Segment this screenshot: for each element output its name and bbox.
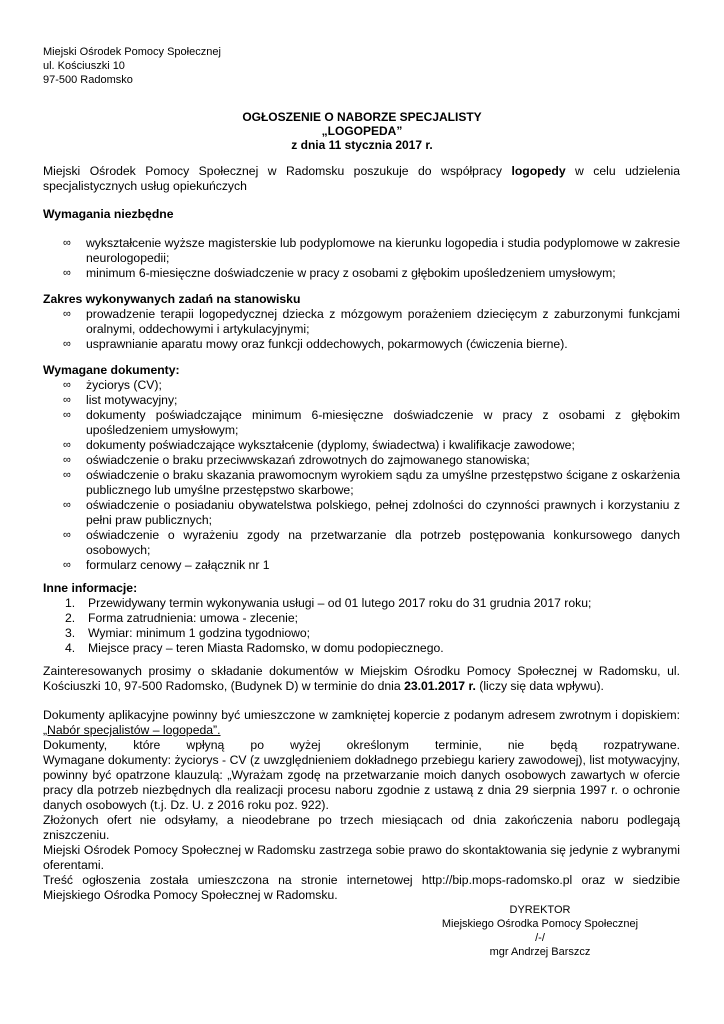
publication-note: Treść ogłoszenia została umieszczona na stronie internetowej http://bip.mops-radomsko.pl oraz w siedzibie Miejskiego Ośrodka Pomocy Społecznej w Radomsku. <box>43 873 680 902</box>
signature-line-4: mgr Andrzej Barszcz <box>489 946 591 958</box>
bullet-icon: ∞ <box>63 308 71 320</box>
intro-paragraph <box>43 164 680 194</box>
item-number: 3. <box>65 626 76 640</box>
list-item <box>43 408 680 438</box>
tasks-list <box>43 307 680 352</box>
bullet-icon: ∞ <box>63 409 71 421</box>
list-item <box>43 528 680 558</box>
invitation-paragraph <box>43 664 680 694</box>
item-number: 4. <box>65 641 76 655</box>
bullet-icon: ∞ <box>63 267 71 279</box>
list-item-text: list motywacyjny; <box>86 393 178 407</box>
bullet-icon: ∞ <box>63 237 71 249</box>
envelope-label: „Nabór specjalistów – logopeda”. <box>43 723 221 737</box>
list-item-text: Wymiar: minimum 1 godzina tygodniowo; <box>88 626 311 640</box>
other-info-list <box>43 596 680 656</box>
sender-line-1: Miejski Ośrodek Pomocy Społecznej <box>43 46 221 58</box>
title-line-2: „LOGOPEDA” <box>321 124 403 138</box>
sender-address <box>43 45 221 87</box>
list-item <box>43 596 680 611</box>
bullet-icon: ∞ <box>63 499 71 511</box>
list-item <box>43 453 680 468</box>
invitation-text-after: (liczy się data wpływu). <box>475 679 604 693</box>
list-item <box>43 393 680 408</box>
list-item <box>43 641 680 656</box>
tasks-heading: Zakres wykonywanych zadań na stanowisku <box>43 292 301 306</box>
list-item-text: dokumenty poświadczające wykształcenie (dyplomy, świadectwa) i kwalifikacje zawodowe; <box>86 438 575 452</box>
signature-line-2: Miejskiego Ośrodka Pomocy Społecznej <box>441 918 639 930</box>
bullet-icon: ∞ <box>63 469 71 481</box>
bullet-icon: ∞ <box>63 559 71 571</box>
director-signature <box>420 903 660 959</box>
other-info-heading: Inne informacje: <box>43 581 138 595</box>
list-item-text: oświadczenie o wyrażeniu zgody na przetwarzanie dla potrzeb postępowania konkursowego danych osobowych; <box>86 528 680 557</box>
requirements-list <box>43 236 680 281</box>
list-item <box>43 236 680 266</box>
intro-text-before: Miejski Ośrodek Pomocy Społecznej w Radomsku poszukuje do współpracy <box>43 164 512 178</box>
deadline-date: 23.01.2017 r. <box>404 679 476 693</box>
bullet-icon: ∞ <box>63 379 71 391</box>
bullet-icon: ∞ <box>63 529 71 541</box>
required-clause-note: Wymagane dokumenty: życiorys - CV (z uwzględnieniem dokładnego przebiegu kariery zawodowej), list motywacyjny, powinny być opatrzone klauzulą: „Wyrażam zgodę na przetwarzanie moich danych osobowych zawartych w ofercie pracy dla potrzeb niezbędnych dla realizacji procesu naboru zgodnie z ustawą z dnia 29 sierpnia 1997 r. o ochronie danych osobowych (t.j. Dz. U. z 2016 roku poz. 922). <box>43 753 680 812</box>
late-documents-note: Dokumenty, które wpłyną po wyżej określonym terminie, nie będą rozpatrywane. <box>43 738 680 752</box>
announcement-title <box>0 110 724 152</box>
list-item-text: formularz cenowy – załącznik nr 1 <box>86 558 270 572</box>
list-item-text: usprawnianie aparatu mowy oraz funkcji oddechowych, pokarmowych (ćwiczenia bierne). <box>86 337 568 351</box>
closing-section <box>43 708 680 903</box>
bullet-icon: ∞ <box>63 439 71 451</box>
documents-list <box>43 378 680 573</box>
list-item <box>43 468 680 498</box>
bullet-icon: ∞ <box>63 454 71 466</box>
invitation-text-before: Zainteresowanych prosimy o składanie dokumentów w Miejskim Ośrodku Pomocy Społecznej w Radomsku, ul. Kościuszki 10, 97-500 Radomsko, (Budynek D) w terminie do dnia <box>43 664 680 693</box>
intro-text-after: w celu udzielenia specjalistycznych usług opiekuńczych <box>43 164 680 193</box>
list-item-text: wykształcenie wyższe magisterskie lub podyplomowe na kierunku logopedia i studia podyplomowe w zakresie neurologopedii; <box>86 236 680 265</box>
intro-text-bold: logopedy <box>511 164 566 178</box>
list-item-text: oświadczenie o posiadaniu obywatelstwa polskiego, pełnej zdolności do czynności prawnych i korzystaniu z pełni praw publicznych; <box>86 498 680 527</box>
list-item <box>43 307 680 337</box>
list-item-text: oświadczenie o braku skazania prawomocnym wyrokiem sądu za umyślne przestępstwo ścigane z oskarżenia publicznego lub umyślne przestępstwo skarbowe; <box>86 468 680 497</box>
bullet-icon: ∞ <box>63 394 71 406</box>
envelope-text: Dokumenty aplikacyjne powinny być umieszczone w zamkniętej kopercie z podanym adresem zwrotnym i dopiskiem: <box>43 708 680 722</box>
list-item-text: oświadczenie o braku przeciwwskazań zdrowotnych do zajmowanego stanowiska; <box>86 453 530 467</box>
documents-heading: Wymagane dokumenty: <box>43 363 180 377</box>
list-item <box>43 438 680 453</box>
signature-line-3: /-/ <box>535 932 545 944</box>
list-item <box>43 378 680 393</box>
list-item-text: prowadzenie terapii logopedycznej dziecka z mózgowym porażeniem dziecięcym z zaburzonymi funkcjami oralnymi, oddechowymi i artykulacyjnymi; <box>86 307 680 336</box>
list-item <box>43 626 680 641</box>
list-item <box>43 337 680 352</box>
item-number: 1. <box>65 596 76 610</box>
list-item-text: życiorys (CV); <box>86 378 162 392</box>
sender-line-2: ul. Kościuszki 10 <box>43 60 125 72</box>
offers-return-note: Złożonych ofert nie odsyłamy, a nieodebrane po trzech miesiącach od dnia zakończenia naboru podlegają zniszczeniu. <box>43 813 680 842</box>
item-number: 2. <box>65 611 76 625</box>
title-line-1: OGŁOSZENIE O NABORZE SPECJALISTY <box>242 110 482 124</box>
list-item <box>43 558 680 573</box>
list-item <box>43 611 680 626</box>
title-line-3: z dnia 11 stycznia 2017 r. <box>291 138 433 152</box>
signature-line-1: DYREKTOR <box>509 904 571 916</box>
list-item-text: Przewidywany termin wykonywania usługi – od 01 lutego 2017 roku do 31 grudnia 2017 roku; <box>88 596 592 610</box>
contact-reservation-note: Miejski Ośrodek Pomocy Społecznej w Radomsku zastrzega sobie prawo do skontaktowania się jedynie z wybranymi oferentami. <box>43 843 680 872</box>
list-item-text: Miejsce pracy – teren Miasta Radomsko, w domu podopiecznego. <box>88 641 444 655</box>
sender-line-3: 97-500 Radomsko <box>43 74 133 86</box>
list-item-text: minimum 6-miesięczne doświadczenie w pracy z osobami z głębokim upośledzeniem umysłowym; <box>86 266 616 280</box>
list-item-text: Forma zatrudnienia: umowa - zlecenie; <box>88 611 298 625</box>
list-item <box>43 498 680 528</box>
bullet-icon: ∞ <box>63 338 71 350</box>
list-item <box>43 266 680 281</box>
list-item-text: dokumenty poświadczające minimum 6-miesięczne doświadczenie w pracy z osobami z głębokim upośledzeniem umysłowym; <box>86 408 680 437</box>
envelope-instructions <box>43 708 680 738</box>
requirements-heading: Wymagania niezbędne <box>43 207 174 221</box>
